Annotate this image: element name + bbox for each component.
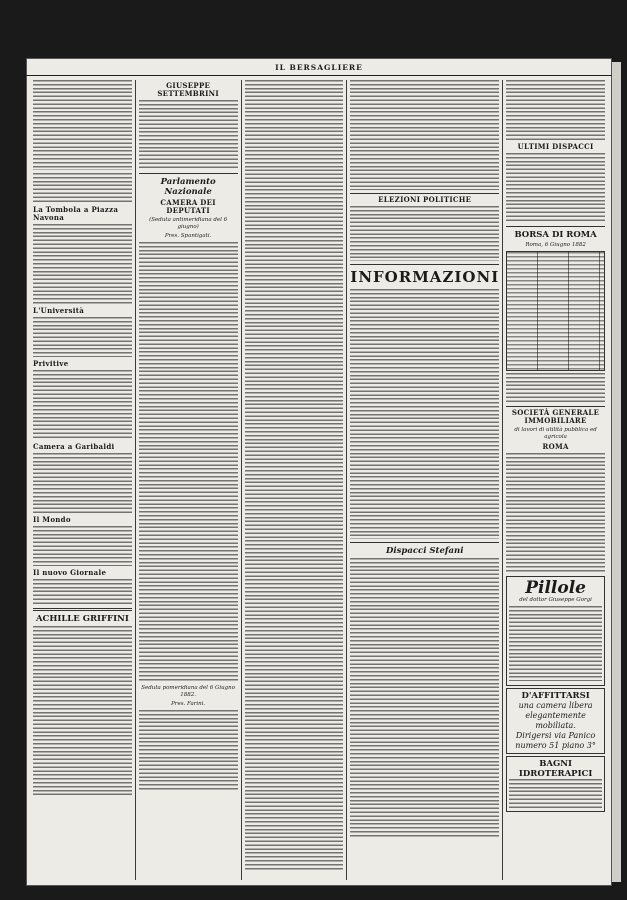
article-text <box>33 80 132 170</box>
column-4 <box>347 80 503 880</box>
article-text <box>350 206 499 261</box>
ultimi-dispacci-heading: ULTIMI DISPACCI <box>517 142 594 151</box>
article-text <box>33 224 132 304</box>
article-text <box>139 710 238 790</box>
article-text <box>350 558 499 838</box>
divider <box>350 542 499 543</box>
session-note: (Seduta antimeridiana del 6 giugno) <box>149 217 228 230</box>
affittarsi-line-1: una camera libera elegantemente mobiliata. <box>518 701 593 730</box>
divider <box>350 264 499 265</box>
societa-subtitle: di lavori di utilità pubblica ed agricola <box>514 427 597 440</box>
masthead: IL BERSAGLIERE <box>275 63 363 72</box>
affittarsi-line-2: Dirigersi via Panico numero 51 piano 3° <box>515 731 596 750</box>
article-text <box>506 453 605 573</box>
pillole-ad <box>506 576 605 686</box>
ad-text <box>509 606 602 681</box>
article-text <box>506 80 605 140</box>
column-2 <box>136 80 242 880</box>
bagni-title: BAGNI IDROTERAPICI <box>518 759 593 779</box>
section-heading: Camera a Garibaldi <box>33 442 115 451</box>
article-text <box>33 317 132 357</box>
parliament-subtitle: CAMERA DEI DEPUTATI <box>160 198 216 215</box>
obituary-title: ACHILLE GRIFFINI <box>35 614 129 624</box>
divider <box>506 406 605 407</box>
newspaper-page <box>26 58 612 886</box>
page-edge <box>611 62 621 882</box>
article-text <box>33 579 132 605</box>
borsa-date: Roma, 6 Giugno 1882 <box>525 242 586 248</box>
divider <box>33 608 132 611</box>
article-text <box>33 626 132 796</box>
bagni-ad <box>506 756 605 812</box>
columns <box>30 80 608 880</box>
article-text <box>506 373 605 403</box>
page-header <box>26 58 612 76</box>
stefani-heading: Dispacci Stefani <box>386 546 464 556</box>
article-text <box>245 80 344 870</box>
article-text <box>350 289 499 539</box>
section-heading: Il nuovo Giornale <box>33 568 107 577</box>
column-1 <box>30 80 136 880</box>
article-title: GIUSEPPE SETTEMBRINI <box>157 81 219 98</box>
pillole-title: Pillole <box>525 578 586 598</box>
stock-table <box>506 251 605 371</box>
affittarsi-ad <box>506 688 605 754</box>
section-heading: L'Università <box>33 306 85 315</box>
section-heading: Privitive <box>33 359 69 368</box>
article-text <box>350 80 499 190</box>
divider <box>506 226 605 227</box>
evening-session: Seduta pomeridiana del 6 Giugno 1882. <box>141 685 236 698</box>
parliament-title: Parlamento Nazionale <box>160 177 216 197</box>
president-note: Pres. Spantigati. <box>164 233 212 239</box>
roma-label: ROMA <box>542 442 569 451</box>
article-text <box>33 370 132 440</box>
section-heading: Il Mondo <box>33 515 71 524</box>
section-heading: La Tombola a Piazza Navona <box>33 205 119 222</box>
article-text <box>33 453 132 513</box>
article-text <box>33 526 132 566</box>
article-text <box>139 242 238 682</box>
affittarsi-title: D'AFFITTARSI <box>521 691 590 701</box>
column-5 <box>503 80 608 880</box>
article-text <box>506 153 605 223</box>
societa-heading: SOCIETÀ GENERALE IMMOBILIARE <box>511 408 600 425</box>
informazioni-heading: INFORMAZIONI <box>350 268 500 286</box>
borsa-heading: BORSA DI ROMA <box>514 230 597 240</box>
column-3 <box>242 80 348 880</box>
article-text <box>139 100 238 170</box>
president-note: Pres. Farini. <box>171 701 206 707</box>
ad-text <box>509 779 602 809</box>
divider <box>139 173 238 174</box>
elections-heading: ELEZIONI POLITICHE <box>378 195 472 204</box>
pillole-subtitle: del dottor Giuseppe Gorgi <box>519 597 592 603</box>
divider <box>350 193 499 194</box>
article-text <box>33 173 132 203</box>
